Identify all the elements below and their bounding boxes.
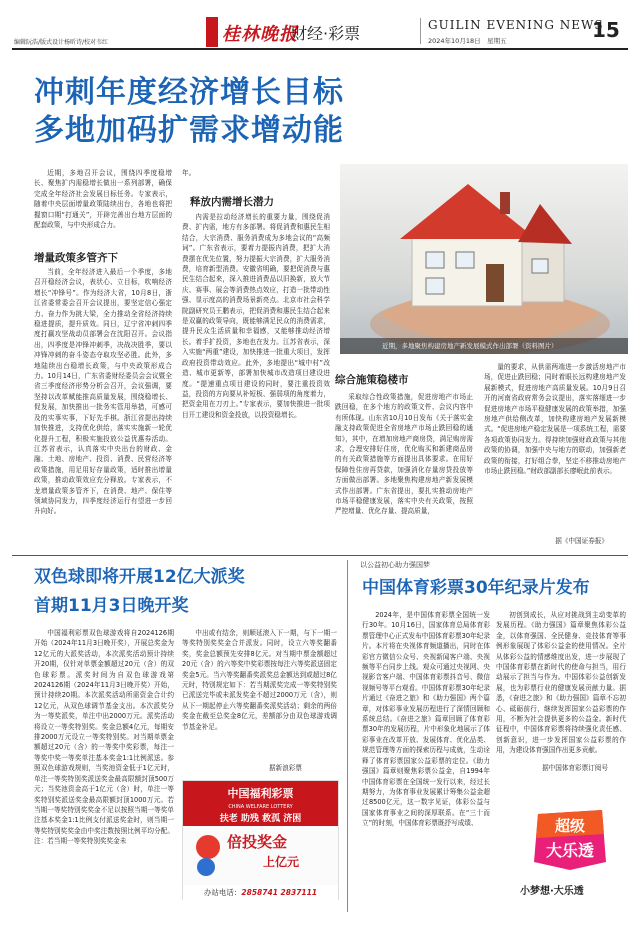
column-1-text: 当前，全年经济进入最后一个季度，多地召开稳经济会议，表状心、立目标，吹响经济增长“冲锋号”。作为经济大省，10月8日，浙江省委常委会召开会议提出，要坚定信心强定力、奋力作为挑大梁，全力推动全省经济持续稳进提质，提升质效。同日，辽宁省冲刺四季度打赢攻坚战动员部署会在沈阳召开。会议指出，四季度是冲锋冲刺季，决战决胜季，要以冲锋冲刺的奋斗姿态夺取攻坚必胜。此外，多地陆续出台稳增长政策，与中央政策形成合力。10月14日，广东省委财经委员会会议暨全省三季度经济形势分析会召开，会议强调，要坚持以改革赋能推高质量发展，围绕稳增长、促发展，加快推出一批务实管用举措，可感可及的实事实事，下好先手棋。浙江省提出持续加快推进，支持优化供给，落实实施新一轮优化提升工程，积极实施投放公益优惠券活动。江苏省表示，认真落实中央出台的财政、金融、土地、房地产、投资、消费、民营经济等政策措施，用足用好存量政策，适时推出增量政策，推动政策效应充分释放。专家表示，不龙增量政策多管齐下，在消费、地产、保住等领域协同发力，四季度经济运行有望进一步回升向好。 [34, 268, 172, 516]
column-2-text: 内需是拉动经济增长的重要力量，围绕促消费、扩内需，地方有多部署。将促消费和惠民生相结合，大宗消费、服务消费成为多地会议的“高频词”。广东省表示，要着力提振内消费，把扩大消费摆在优先位置，努力提振大宗消费，扩大服务消费，培育新型消费。安徽省明确，要把促消费与惠民生结合起来，深入推进消费品以旧换新，放大节庆、赛事、展会等消费热点效应，打造一批带动性强、显示度高的消费场景新亮点。北京市社会科学院副研究员王鹏表示，把促消费和惠民生结合起来是双赢的政策导向，既能够满足民众的消费需求，提升民众生活质量和幸福感，又能够推动经济增长。着手扩投资，多地也在发力。江苏省表示，深入实施“两重”建设，加快推进一批重大项目，发挥政府投资带动效应。此外，多地提出“城中村”改造、城市更新等，部署加快城市改造项目建设进度。“提速重点项目建设的同时，要注重投资效益，投资的方向要从补短板、强弱项的角度着力，把资金用在刀刃上。”专家表示，要加快推进一批项目开工建设和资金投放，以投资稳增长。 [182, 213, 330, 419]
lottery-column-1-text: 中国福利彩票双色球游戏将自2024126期开始（2024年11月3日晚开奖），开展总奖金为12亿元的大派奖活动，本次派奖活动预计持续开20期，仅针对单票金额超过20元（含）的双色球彩票。派奖时间为自双色球游戏第2024126期（2024年11月3日晚开奖）开始，预计持续20期。本次派奖活动所需资金合计约12亿元，从双色球调节基金支出。本次派奖分为一等奖派奖，单注中出2000万元。派奖活动将设立一等奖特别奖。奖金总额4亿元，每期安排2000万元设立一等奖特别奖。对当期单票金额超过20元（含）的一等奖中奖彩票，每注一等奖中奖一等奖单注基本奖金1:1比例派送。参照双色球游戏规则，当奖池资金低于1亿元时，单注一等奖特别奖派送奖金最高限额封顶500万元；当奖池资金高于1亿元（含）时，单注一等奖特别奖派送奖金最高限额封顶1000万元。若当期一等奖特别奖奖金不足以按照当期一等奖单注基本奖金1:1比例支付派送奖金时，则当期一等奖特别奖奖金由中奖注数按照比例平均分配。注：若当期一等奖特别奖奖金未 [34, 629, 174, 846]
headline-line-2: 多地加码扩需求增动能 [34, 113, 344, 148]
main-headline [34, 74, 394, 150]
super-lotto-badge [530, 804, 610, 874]
subhead-housing: 综合施策稳楼市 [335, 374, 409, 386]
ad-banner [183, 781, 338, 826]
lottery-credit: 据新浪彩票 [269, 764, 302, 772]
intro-text: 近期，多地召开会议，围绕四季度稳增长、聚焦扩内需稳增长做出一系列部署，确保完成全年经济社会发展目标任务。专家表示，随着中央层面增量政策陆续出台，各地也将把握窗口期“打通关”，开辟完善出台地方层面的配套政策，与中央形成合力。 [34, 169, 172, 230]
subhead-policy: 增量政策多管齐下 [34, 252, 118, 264]
section-name: 财经·彩票 [291, 24, 361, 43]
column-2-continued: 年。 [182, 169, 196, 177]
ad-logo-english: CHINA WELFARE LOTTERY [228, 804, 293, 810]
house-in-hands-illustration [340, 164, 628, 354]
sports-column-1-text: 2024年，是中国体育彩票全国统一发行30年。10月16日，国家体育总局体育彩票管理中心正式发布中国体育彩票30年纪录片。本片将在央视体育频道播出，同时在体彩官方微信公众号、央视新闻客户端、央视频等平台同步上线。观众可通过央视网、央视影音客户端、中国体育彩票抖音号、微信视频号等平台观看。中国体育彩票30年纪录片通过《奋进之旅》和《助力强国》两个篇章，对体彩事业发展历程进行了深情回顾和系统总结。《奋进之旅》篇章回顾了体育彩票30年的发展历程，片中形象化地展示了体彩事业在改革开放、发展体育、优化品类、规范管理等方面的探索历程与成就，生动诠释了体育彩票国家公益彩票的定位。《助力强国》篇章则聚焦彩票公益金，自1994年中国体育彩票在全国统一发行以来，经过长期努力，为体育事业发展累计筹集公益金超过8500亿元，这一数字见证，体彩公益与国家体育事业之间的深厚联系。在“三十而立”的时刻，中国体育彩票既抒写成绩、 [362, 611, 490, 828]
ad-bet-line-2: 上亿元 [263, 855, 300, 869]
lottery-column-1 [34, 628, 174, 914]
article-column-2 [182, 212, 330, 547]
lottery-headline-line-2: 首期11月3日晚开奖 [34, 596, 189, 616]
article-column-3b [484, 362, 626, 532]
ad-slogan: 扶老 助残 救孤 济困 [219, 814, 302, 824]
article-column-1 [34, 267, 172, 547]
lottery-column-2 [182, 628, 337, 756]
section-divider [12, 555, 628, 556]
headline-line-1: 冲刺年度经济增长目标 [34, 75, 344, 110]
article-credit: 据《中国证券报》 [555, 537, 608, 545]
header-divider [420, 18, 421, 44]
ad-phone [183, 885, 338, 901]
sports-lottery-headline: 中国体育彩票30年纪录片发布 [362, 578, 590, 598]
badge-line-2: 大乐透 [545, 841, 595, 860]
article-intro [34, 168, 172, 230]
ad-bet-line-1: 倍投奖金 [227, 833, 288, 851]
badge-line-1: 超级 [554, 817, 586, 835]
lottery-ball-icon [193, 831, 223, 879]
paper-logo-mark [206, 17, 218, 47]
sports-column-2 [496, 610, 626, 758]
ad-phone-label: 办站电话： [203, 888, 242, 897]
lottery-column-2-text: 中出或有结余，则顺延滚入下一期，与下一期一等奖特别奖奖金合并派发。同时，设立六等奖翻番奖，奖金总额预先安排8亿元。对当期中票金额超过20元（含）的六等奖中奖彩票按每注六等奖派送固定奖金5元。当六等奖翻番奖派奖总金额达到或超过8亿元时，特别规定如下：若当期派奖完成一等奖特别奖已派送完毕或未派发奖金不超过2000万元（含），则从下一期起停止六等奖翻番奖派奖活动；剩余的两倍奖金在截至总奖金8亿元，差额部分由双色球游戏调节基金补足。 [182, 629, 337, 731]
header-info: 编辑阮浩/版式设计杨昕诗/校对韦红 [14, 39, 109, 46]
paper-name: 桂林晚报 [222, 24, 298, 45]
ad-logo-text: 中国福利彩票 [227, 787, 294, 800]
ad-phone-numbers: 2858741 2837111 [241, 888, 318, 897]
column-3b-text: 量的要求，从供需两端进一步激活房地产市场，促进止跌回稳；同时着眼长远构建房地产发展新模式，促进房地产高质量发展。10月9日召开的河南省政府常务会议提出，落实落细进一步促进房地产市场平稳健康发展的政策举措，加强房地产供给侧改革，加快构建房地产发展新模式。“促进房地产稳定发展是一项系统工程，需要各项政策协同发力。得持续加强财政政策与其他政策的协调，加强中央与地方的联动，加强新老政策的衔接，打好组合拳，坚定不移推动房地产市场止跌回稳。”财政部副部长廖岷此前表示。 [484, 363, 626, 476]
sports-credit: 据中国体育彩票订阅号 [542, 764, 608, 772]
article-column-3a [335, 392, 473, 547]
lottery-headline-line-1: 双色球即将开展12亿大派奖 [34, 567, 245, 587]
house-photo [340, 164, 628, 354]
sports-column-2-text: 初创到成长，从应对挑战到主动变革的发展历程。《助力强国》篇章聚焦体彩公益金，以体育强国、全民健身、竞技体育等事例形象展现了体彩公益金的使用情况。全片从体彩公益的情感维度出发，进一步展现了中国体育彩票在新时代的使命与担当，用行动展示了担当与作为。中国体彩公益创新发展，也为彩票行业的健康发展贡献力量。据悉，《奋进之旅》和《助力强国》篇章不忘初心、砥砺前行，继续发挥国家公益彩票的作用，不断为社会提供更多的公益金。新时代征程中，中国体育彩票将持续强化责任感、创新意识，进一步发挥国家公益彩票的作用，为建设体育强国作出更多贡献。 [496, 611, 626, 755]
column-3a-text: 采取综合性政策措施，促进房地产市场止跌回稳，在多个地方的政策文件、会议内容中有所体现。山东省10月10日发布《关于落实金融支持政策促进全省房地产市场止跌回稳的通知》，其中，在增加房地产商房贷，满足购房需求，合理安排好住房，优化购买和新建商品房的有关政策措施等方面提出具体要求。在用好保障性住房再贷款，加强消化存量房贷投放等方面做出部署。多地聚焦构建房地产新发展模式作出部署。广东省提出，要扎实推动房地产市场平稳健康发展，落实中央有关政策，按照严控增量、优化存量、提高质量， [335, 393, 473, 516]
subhead-demand: 释放内需增长潜力 [190, 196, 274, 208]
page-number: 15 [592, 18, 620, 42]
sports-lottery-tag: 以公益初心助力强国梦 [360, 561, 430, 569]
issue-date: 2024年10月18日 星期五 [428, 37, 507, 45]
column-divider [347, 560, 348, 912]
welfare-lottery-ad [182, 780, 339, 900]
paper-english-name: GUILIN EVENING NEWS [428, 18, 604, 32]
badge-slogan: 小梦想·大乐透 [520, 886, 584, 897]
sports-column-1 [362, 610, 490, 912]
photo-caption: 近期，多地聚焦构建房地产新发展模式作出部署（资料图片） [340, 338, 628, 354]
lottery-headline [34, 563, 334, 621]
header-rule [12, 48, 628, 50]
